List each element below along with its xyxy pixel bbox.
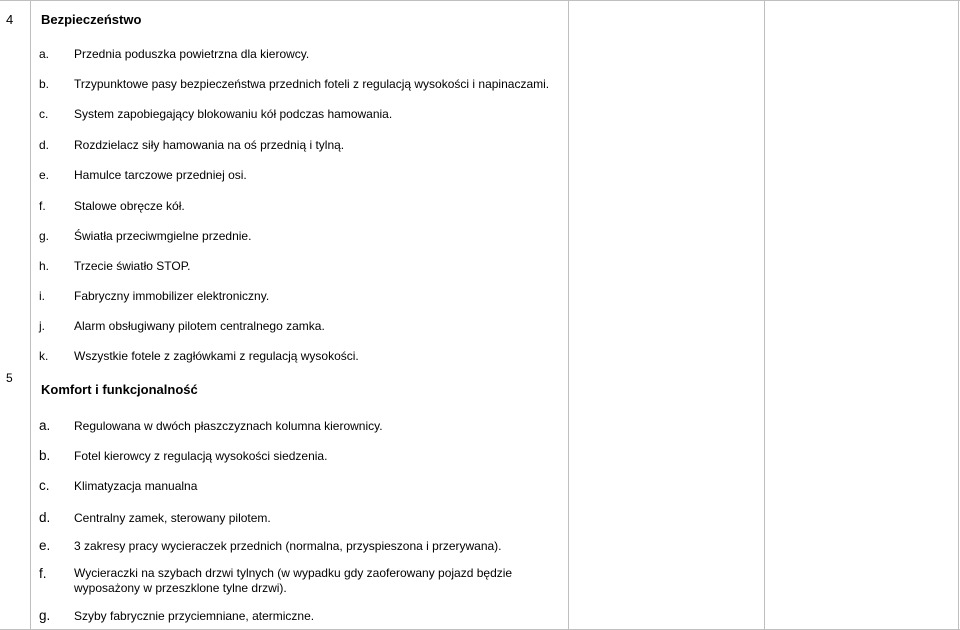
list-item — [39, 77, 549, 91]
list-item — [39, 168, 247, 182]
list-text: Wycieraczki na szybach drzwi tylnych (w wypadku gdy zaoferowany pojazd będzie wyposażony w przeszklone tylne drzwi). — [74, 566, 513, 595]
list-item — [39, 47, 309, 61]
list-marker: d. — [39, 510, 51, 525]
list-item — [39, 478, 197, 493]
list-item — [39, 319, 325, 333]
row-divider-top — [0, 0, 960, 1]
list-item — [39, 538, 502, 553]
list-marker: b. — [39, 77, 50, 91]
list-text: Stalowe obręcze kół. — [74, 199, 185, 213]
column-divider-3 — [764, 0, 765, 630]
list-item — [39, 566, 519, 596]
list-marker: c. — [39, 107, 49, 121]
list-marker: e. — [39, 168, 50, 182]
list-item — [39, 448, 327, 463]
list-marker: g. — [39, 608, 51, 623]
list-text: Alarm obsługiwany pilotem centralnego zamka. — [74, 319, 325, 333]
list-text: Trzecie światło STOP. — [74, 259, 191, 273]
list-item — [39, 418, 383, 433]
list-marker: a. — [39, 418, 51, 433]
column-divider-1 — [30, 0, 31, 630]
list-marker: d. — [39, 138, 50, 152]
list-marker: j. — [39, 319, 45, 333]
column-divider-2 — [568, 0, 569, 630]
list-marker: a. — [39, 47, 50, 61]
list-marker: g. — [39, 229, 50, 243]
list-marker: b. — [39, 448, 51, 463]
list-text: Szyby fabrycznie przyciemniane, atermiczne. — [74, 609, 315, 623]
list-marker: f. — [39, 199, 46, 213]
list-text: Fotel kierowcy z regulacją wysokości siedzenia. — [74, 449, 328, 463]
list-marker: h. — [39, 259, 50, 273]
section-title: Bezpieczeństwo — [41, 12, 142, 27]
list-text: Hamulce tarczowe przedniej osi. — [74, 168, 247, 182]
list-item — [39, 510, 271, 525]
list-text: Wszystkie fotele z zagłówkami z regulacją wysokości. — [74, 349, 359, 363]
list-item — [39, 138, 344, 152]
list-text: Światła przeciwmgielne przednie. — [74, 229, 252, 243]
list-item — [39, 289, 269, 303]
section-number: 5 — [6, 371, 13, 385]
list-text: Klimatyzacja manualna — [74, 479, 198, 493]
list-text: Regulowana w dwóch płaszczyznach kolumna kierownicy. — [74, 419, 383, 433]
list-text: Przednia poduszka powietrzna dla kierowcy. — [74, 47, 310, 61]
list-marker: e. — [39, 538, 51, 553]
list-item — [39, 349, 359, 363]
list-text: Rozdzielacz siły hamowania na oś przednią i tylną. — [74, 138, 345, 152]
list-item — [39, 608, 314, 623]
list-marker: i. — [39, 289, 45, 303]
list-text: Trzypunktowe pasy bezpieczeństwa przednich foteli z regulacją wysokości i napinaczami. — [74, 77, 550, 91]
section-number: 4 — [6, 12, 14, 27]
list-marker: f. — [39, 566, 47, 581]
list-text: Fabryczny immobilizer elektroniczny. — [74, 289, 270, 303]
list-marker: c. — [39, 478, 50, 493]
list-text: 3 zakresy pracy wycieraczek przednich (normalna, przyspieszona i przerywana). — [74, 539, 502, 553]
section-title: Komfort i funkcjonalność — [41, 382, 198, 397]
list-item — [39, 107, 392, 121]
list-item — [39, 259, 190, 273]
list-text: System zapobiegający blokowaniu kół podczas hamowania. — [74, 107, 393, 121]
list-marker: k. — [39, 349, 49, 363]
list-item — [39, 229, 251, 243]
column-divider-4 — [958, 0, 959, 630]
list-item — [39, 199, 185, 213]
list-text: Centralny zamek, sterowany pilotem. — [74, 511, 271, 525]
